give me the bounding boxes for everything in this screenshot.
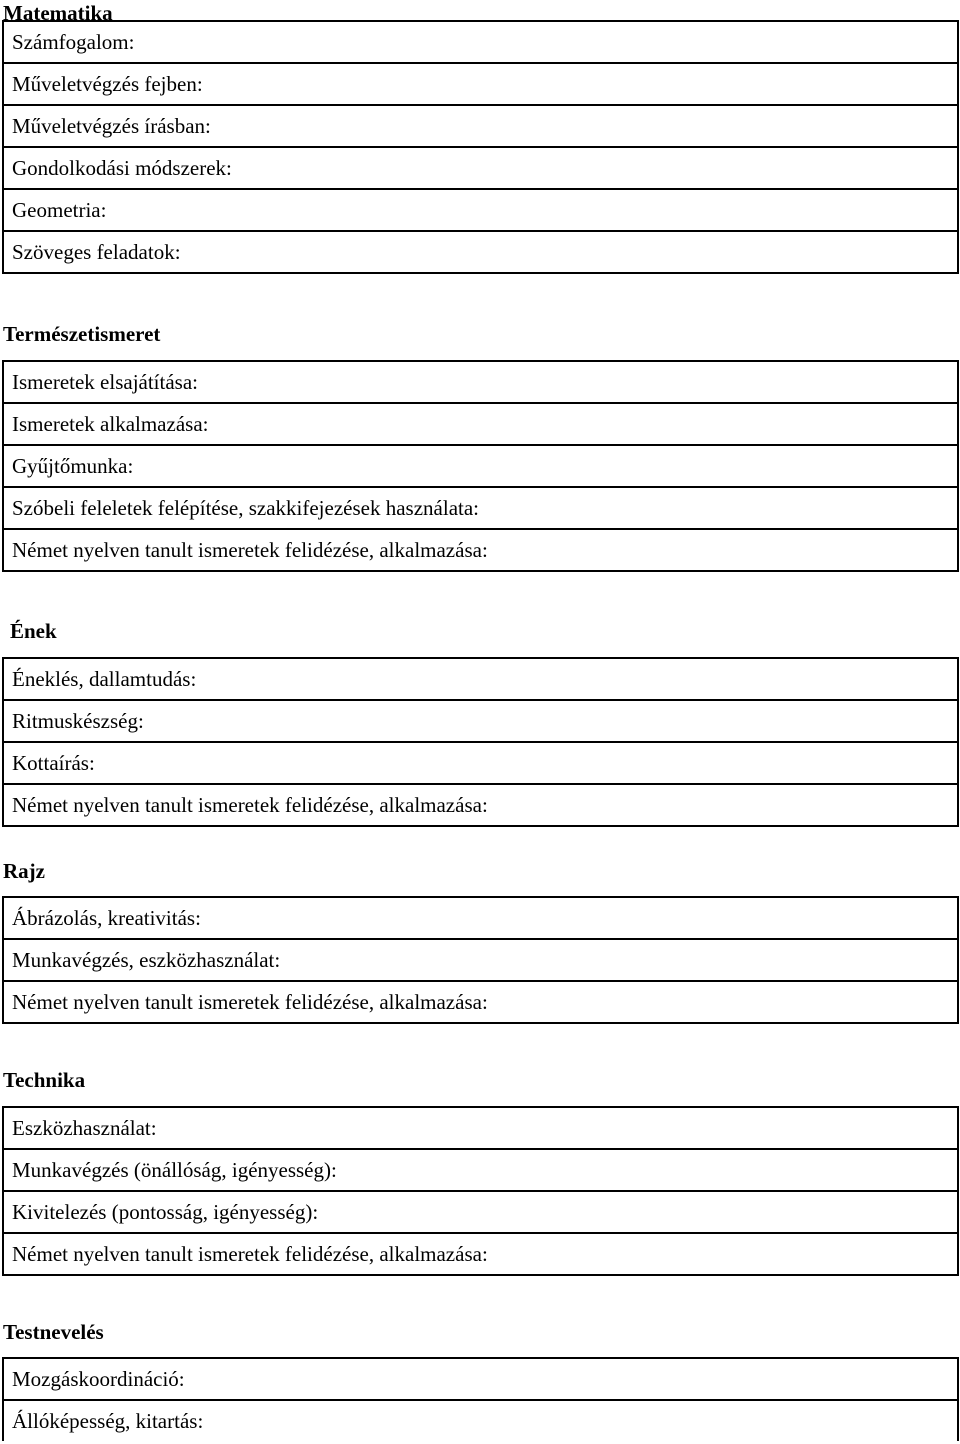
form-row[interactable]: Német nyelven tanult ismeretek felidézése, alkalmazása: [4, 1232, 957, 1274]
form-row[interactable]: Szöveges feladatok: [4, 230, 957, 272]
form-row[interactable]: Német nyelven tanult ismeretek felidézése, alkalmazása: [4, 980, 957, 1022]
table-rajz [2, 896, 959, 1024]
form-row[interactable]: Ábrázolás, kreativitás: [12, 906, 201, 930]
table-enek [2, 657, 959, 827]
form-row[interactable]: Mozgáskoordináció: [12, 1367, 185, 1391]
form-row[interactable]: Gondolkodási módszerek: [4, 146, 957, 188]
form-row[interactable]: Német nyelven tanult ismeretek felidézése, alkalmazása: [4, 783, 957, 825]
form-row[interactable]: Számfogalom: [12, 30, 135, 54]
form-row[interactable]: Német nyelven tanult ismeretek felidézése, alkalmazása: [4, 528, 957, 570]
form-row[interactable]: Éneklés, dallamtudás: [12, 667, 197, 691]
table-termeszetismeret [2, 360, 959, 572]
section-heading-technika: Technika [3, 1068, 86, 1092]
form-row[interactable]: Ismeretek alkalmazása: [4, 402, 957, 444]
form-row[interactable]: Szóbeli feleletek felépítése, szakkifejezések használata: [4, 486, 957, 528]
form-row[interactable]: Gyűjtőmunka: [4, 444, 957, 486]
form-row[interactable]: Kivitelezés (pontosság, igényesség): [4, 1190, 957, 1232]
form-row[interactable]: Ismeretek elsajátítása: [12, 370, 198, 394]
form-row[interactable]: Állóképesség, kitartás: [4, 1399, 957, 1441]
table-technika [2, 1106, 959, 1276]
form-row[interactable]: Műveletvégzés fejben: [4, 62, 957, 104]
form-row[interactable]: Munkavégzés (önállóság, igényesség): [4, 1148, 957, 1190]
form-row[interactable]: Ritmuskészség: [4, 699, 957, 741]
form-row[interactable]: Eszközhasználat: [12, 1116, 157, 1140]
form-row[interactable]: Kottaírás: [4, 741, 957, 783]
form-row[interactable]: Geometria: [4, 188, 957, 230]
form-row[interactable]: Műveletvégzés írásban: [4, 104, 957, 146]
section-heading-matematika: Matematika [3, 1, 113, 25]
section-heading-rajz: Rajz [3, 859, 45, 883]
section-heading-testneveles: Testnevelés [3, 1320, 104, 1344]
table-testneveles [2, 1357, 959, 1441]
form-row[interactable]: Munkavégzés, eszközhasználat: [4, 938, 957, 980]
section-heading-enek: Ének [10, 619, 57, 643]
section-heading-termeszetismeret: Természetismeret [3, 322, 161, 346]
table-matematika [2, 20, 959, 274]
